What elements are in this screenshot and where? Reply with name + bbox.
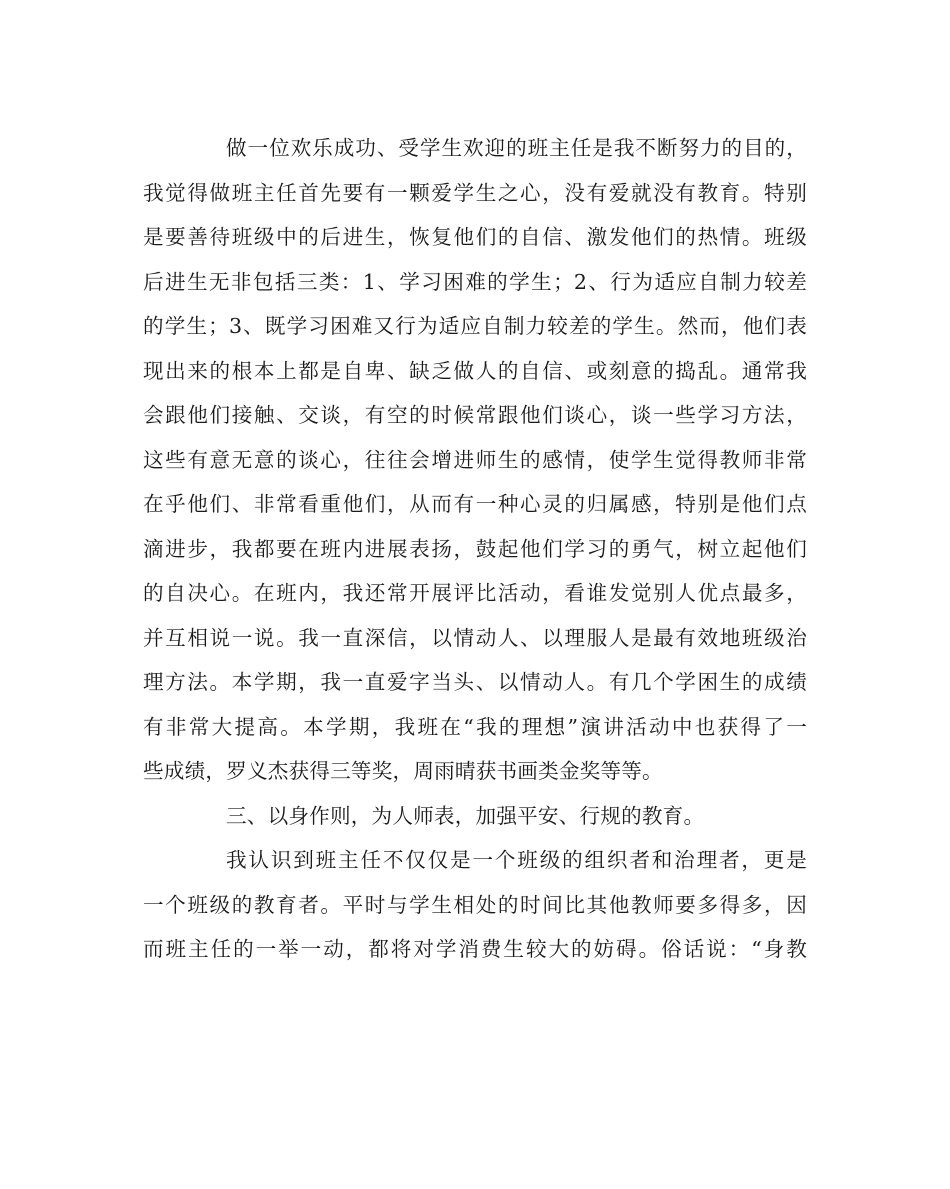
text-line: 一个班级的教育者。平时与学生相处的时间比其他教师要多得多，因 — [143, 892, 807, 917]
text-line: 有非常大提高。本学期，我班在“我的理想”演讲活动中也获得了一 — [143, 714, 807, 739]
paragraph-role-model — [143, 838, 807, 972]
text-line: 的自决心。在班内，我还常开展评比活动，看谁发觉别人优点最多， — [143, 581, 807, 605]
text-line: 的学生；3、既学习困难又行为适应自制力较差的学生。然而，他们表 — [143, 314, 807, 338]
paragraph-class-management — [143, 126, 807, 794]
document-body — [143, 126, 807, 972]
text-line: 是要善待班级中的后进生，恢复他们的自信、激发他们的热情。班级 — [143, 225, 807, 249]
text-line: 并互相说一说。我一直深信，以情动人、以理服人是最有效地班级治 — [143, 625, 807, 650]
section-heading — [143, 794, 807, 839]
text-line: 我觉得做班主任首先要有一颗爱学生之心，没有爱就没有教育。特别 — [143, 180, 807, 205]
text-line: 后进生无非包括三类：1、学习困难的学生；2、行为适应自制力较差 — [143, 269, 807, 294]
text-line: 这些有意无意的谈心，往往会增进师生的感情，使学生觉得教师非常 — [143, 447, 807, 472]
text-line: 会跟他们接触、交谈，有空的时候常跟他们谈心，谈一些学习方法， — [143, 403, 807, 427]
text-line: 滴进步，我都要在班内进展表扬，鼓起他们学习的勇气，树立起他们 — [143, 536, 807, 561]
text-line: 我认识到班主任不仅仅是一个班级的组织者和治理者，更是 — [226, 848, 807, 872]
text-line: 而班主任的一举一动，都将对学消费生较大的妨碍。俗话说：“身教 — [143, 937, 807, 961]
text-line: 在乎他们、非常看重他们，从而有一种心灵的归属感，特别是他们点 — [143, 492, 807, 516]
text-line: 做一位欢乐成功、受学生欢迎的班主任是我不断努力的目的， — [226, 136, 807, 160]
text-line: 理方法。本学期，我一直爱字当头、以情动人。有几个学困生的成绩 — [143, 670, 807, 694]
heading-line: 三、以身作则，为人师表，加强平安、行规的教育。 — [226, 803, 705, 828]
text-line: 现出来的根本上都是自卑、缺乏做人的自信、或刻意的捣乱。通常我 — [143, 358, 807, 383]
text-line: 些成绩，罗义杰获得三等奖，周雨晴获书画类金奖等等。 — [143, 759, 663, 783]
